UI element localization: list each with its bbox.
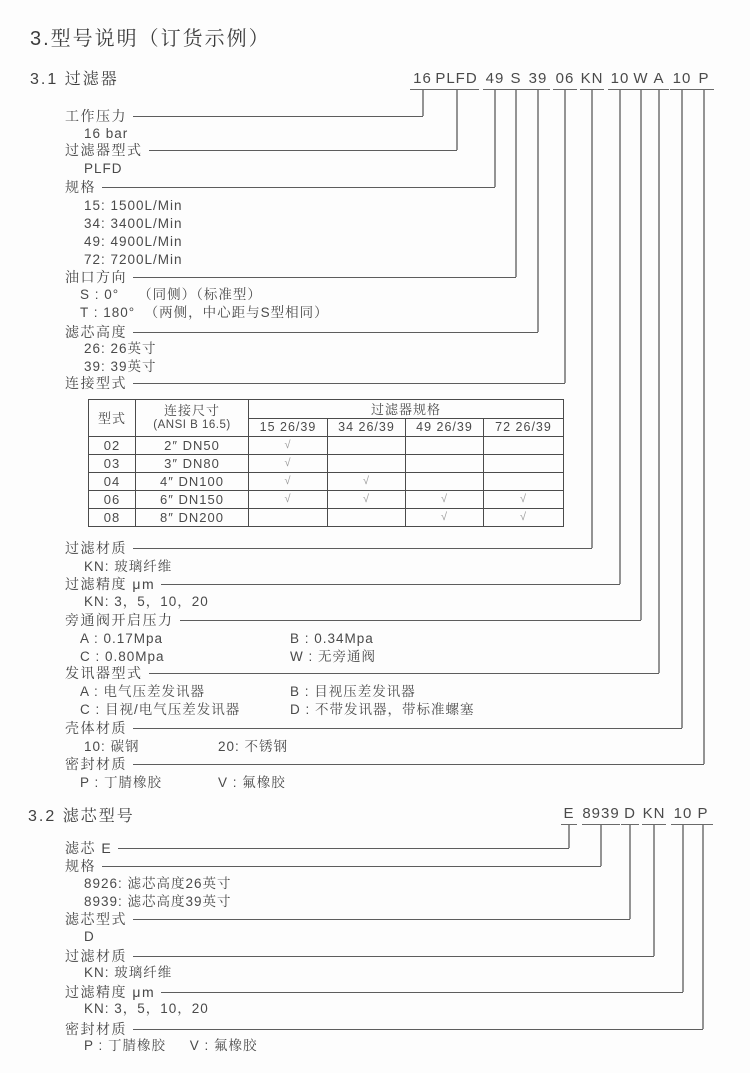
leader-line: [133, 277, 516, 278]
indicator-option-d: D : 不带发讯器，带标准螺塞: [290, 702, 475, 717]
row-element-height: [65, 323, 538, 341]
leader-line: [133, 728, 682, 729]
row-element-media: [65, 947, 654, 965]
table-subheader: 72 26/39: [484, 419, 564, 437]
section-3-2-heading: 3.2 滤芯型号: [28, 808, 135, 825]
row-indicator: [65, 664, 659, 682]
table-row: 02 2″ DN50 √: [89, 437, 564, 455]
indicator-option-b: B : 目视压差发讯器: [290, 684, 416, 699]
label-indicator: 发讯器型式: [65, 665, 143, 681]
check-cell: √: [484, 509, 564, 527]
leader-line: [133, 548, 592, 549]
leader-line: [133, 383, 565, 384]
table-row: 03 3″ DN80 √: [89, 455, 564, 473]
check-cell: [328, 509, 406, 527]
code-segment-bypass: W: [630, 70, 652, 90]
table-subheader: 34 26/39: [328, 419, 406, 437]
label-spec: 规格: [65, 179, 96, 195]
row-seal-material: [65, 755, 704, 773]
check-cell: [406, 437, 484, 455]
leader-line: [133, 332, 538, 333]
check-cell: √: [249, 437, 328, 455]
port-direction-s: S : 0° （同侧）（标准型）: [80, 287, 262, 302]
leader-line: [118, 848, 569, 849]
leader-line: [161, 584, 620, 585]
label-filter-type: 过滤器型式: [65, 142, 143, 158]
indicator-option-c: C : 目视/电气压差发讯器: [80, 702, 241, 717]
spec-item: 15: 1500L/Min: [84, 198, 183, 213]
row-housing-material: [65, 719, 682, 737]
port-direction-t: T : 180° （两侧，中心距与S型相同）: [80, 305, 329, 320]
value-filter-type: PLFD: [84, 161, 123, 176]
leader-line: [133, 919, 630, 920]
check-cell: [406, 455, 484, 473]
table-header-spec: 过滤器规格: [249, 400, 564, 419]
value-element-precision: KN: 3，5，10，20: [84, 1001, 209, 1016]
label-port-direction: 油口方向: [65, 269, 127, 285]
label-work-pressure: 工作压力: [65, 108, 127, 124]
check-cell: [484, 437, 564, 455]
connection-table: [88, 399, 564, 527]
element-height-item: 26: 26英寸: [84, 341, 157, 356]
code-segment-media: KN: [580, 70, 604, 90]
check-cell: [484, 455, 564, 473]
row-filter-media: [65, 539, 592, 557]
row-element-type: [65, 910, 630, 928]
value-filter-precision: KN: 3，5，10，20: [84, 594, 209, 609]
row-element-spec: [65, 857, 601, 875]
bypass-option-w: W : 无旁通阀: [290, 649, 376, 664]
housing-option-20: 20: 不锈钢: [218, 739, 289, 754]
code-segment-series: PLFD: [434, 70, 479, 90]
label-connection-type: 连接型式: [65, 375, 127, 391]
label-element-height: 滤芯高度: [65, 324, 127, 340]
code-segment-conn: 06: [553, 70, 577, 90]
label-element-precision: 过滤精度 μm: [65, 984, 156, 1000]
row-connection-type: [65, 374, 565, 392]
element-spec-item: 8926: 滤芯高度26英寸: [84, 876, 232, 891]
row-filter-precision: [65, 575, 620, 593]
check-cell: √: [406, 491, 484, 509]
leader-line: [133, 956, 654, 957]
check-cell: [328, 437, 406, 455]
element-spec-item: 8939: 滤芯高度39英寸: [84, 894, 232, 909]
row-element-seal: [65, 1020, 703, 1038]
code-segment-element-prec: 10: [671, 805, 695, 825]
label-element-type: 滤芯型式: [65, 911, 127, 927]
bypass-option-a: A : 0.17Mpa: [80, 631, 164, 646]
label-filter-precision: 过滤精度 μm: [65, 576, 156, 592]
code-segment-housing: 10: [670, 70, 694, 90]
table-header-size: 连接尺寸 (ANSI B 16.5): [136, 400, 249, 437]
element-height-item: 39: 39英寸: [84, 359, 157, 374]
check-cell: √: [328, 473, 406, 491]
leader-line: [161, 992, 683, 993]
code-segment-element-type: D: [621, 805, 639, 825]
value-element-type: D: [84, 929, 95, 944]
check-cell: √: [484, 491, 564, 509]
section-3-1-heading: 3.1 过滤器: [30, 71, 119, 88]
check-cell: [484, 473, 564, 491]
table-subheader: 15 26/39: [249, 419, 328, 437]
leader-line: [133, 116, 423, 117]
code-segment-height: 39: [526, 70, 550, 90]
check-cell: √: [406, 509, 484, 527]
check-cell: [328, 455, 406, 473]
seal-option-v: V : 氟橡胶: [218, 775, 286, 790]
label-housing-material: 壳体材质: [65, 720, 127, 736]
label-element-spec: 规格: [65, 858, 96, 874]
code-segment-element-media: KN: [642, 805, 666, 825]
code-segment-indicator: A: [649, 70, 669, 90]
row-bypass-valve: [65, 611, 641, 629]
check-cell: [249, 509, 328, 527]
value-work-pressure: 16 bar: [84, 126, 129, 141]
housing-option-10: 10: 碳钢: [84, 739, 140, 754]
label-element-seal: 密封材质: [65, 1021, 127, 1037]
table-row: 08 8″ DN200 √ √: [89, 509, 564, 527]
table-row: 06 6″ DN150 √ √ √ √: [89, 491, 564, 509]
table-header-type: 型式: [89, 400, 136, 437]
label-filter-media: 过滤材质: [65, 540, 127, 556]
check-cell: √: [249, 491, 328, 509]
code-segment-element-spec: 8939: [582, 805, 620, 825]
seal-option-p: P : 丁腈橡胶: [80, 775, 163, 790]
leader-line: [133, 1029, 703, 1030]
row-filter-type: [65, 141, 457, 159]
label-bypass-valve: 旁通阀开启压力: [65, 612, 174, 628]
label-element-media: 过滤材质: [65, 948, 127, 964]
code-segment-element-seal: P: [693, 805, 713, 825]
row-port-direction: [65, 268, 516, 286]
page-title: 3.型号说明（订货示例）: [30, 28, 271, 50]
row-spec: [65, 178, 495, 196]
leader-line: [149, 673, 660, 674]
bypass-option-b: B : 0.34Mpa: [290, 631, 374, 646]
check-cell: √: [249, 455, 328, 473]
code-segment-precision: 10: [608, 70, 632, 90]
table-row: 04 4″ DN100 √ √: [89, 473, 564, 491]
leader-line: [149, 150, 458, 151]
element-seal-options: P : 丁腈橡胶 V : 氟橡胶: [84, 1038, 258, 1053]
row-work-pressure: [65, 107, 423, 125]
check-cell: √: [328, 491, 406, 509]
table-subheader: 49 26/39: [406, 419, 484, 437]
row-element: [65, 839, 569, 857]
code-segment-spec: 49: [483, 70, 507, 90]
leader-line: [102, 187, 495, 188]
label-seal-material: 密封材质: [65, 756, 127, 772]
code-segment-port: S: [506, 70, 526, 90]
spec-item: 34: 3400L/Min: [84, 216, 183, 231]
value-filter-media: KN: 玻璃纤维: [84, 559, 173, 574]
leader-line: [102, 866, 601, 867]
code-segment-pressure: 16: [410, 70, 435, 90]
row-element-precision: [65, 983, 683, 1001]
leader-line: [133, 764, 704, 765]
spec-item: 72: 7200L/Min: [84, 252, 183, 267]
leader-line: [180, 620, 642, 621]
value-element-media: KN: 玻璃纤维: [84, 965, 173, 980]
code-segment-seal: P: [694, 70, 714, 90]
check-cell: [406, 473, 484, 491]
code-segment-element: E: [561, 805, 577, 825]
bypass-option-c: C : 0.80Mpa: [80, 649, 165, 664]
label-element: 滤芯 E: [65, 840, 113, 856]
spec-item: 49: 4900L/Min: [84, 234, 183, 249]
check-cell: √: [249, 473, 328, 491]
indicator-option-a: A : 电气压差发讯器: [80, 684, 206, 699]
